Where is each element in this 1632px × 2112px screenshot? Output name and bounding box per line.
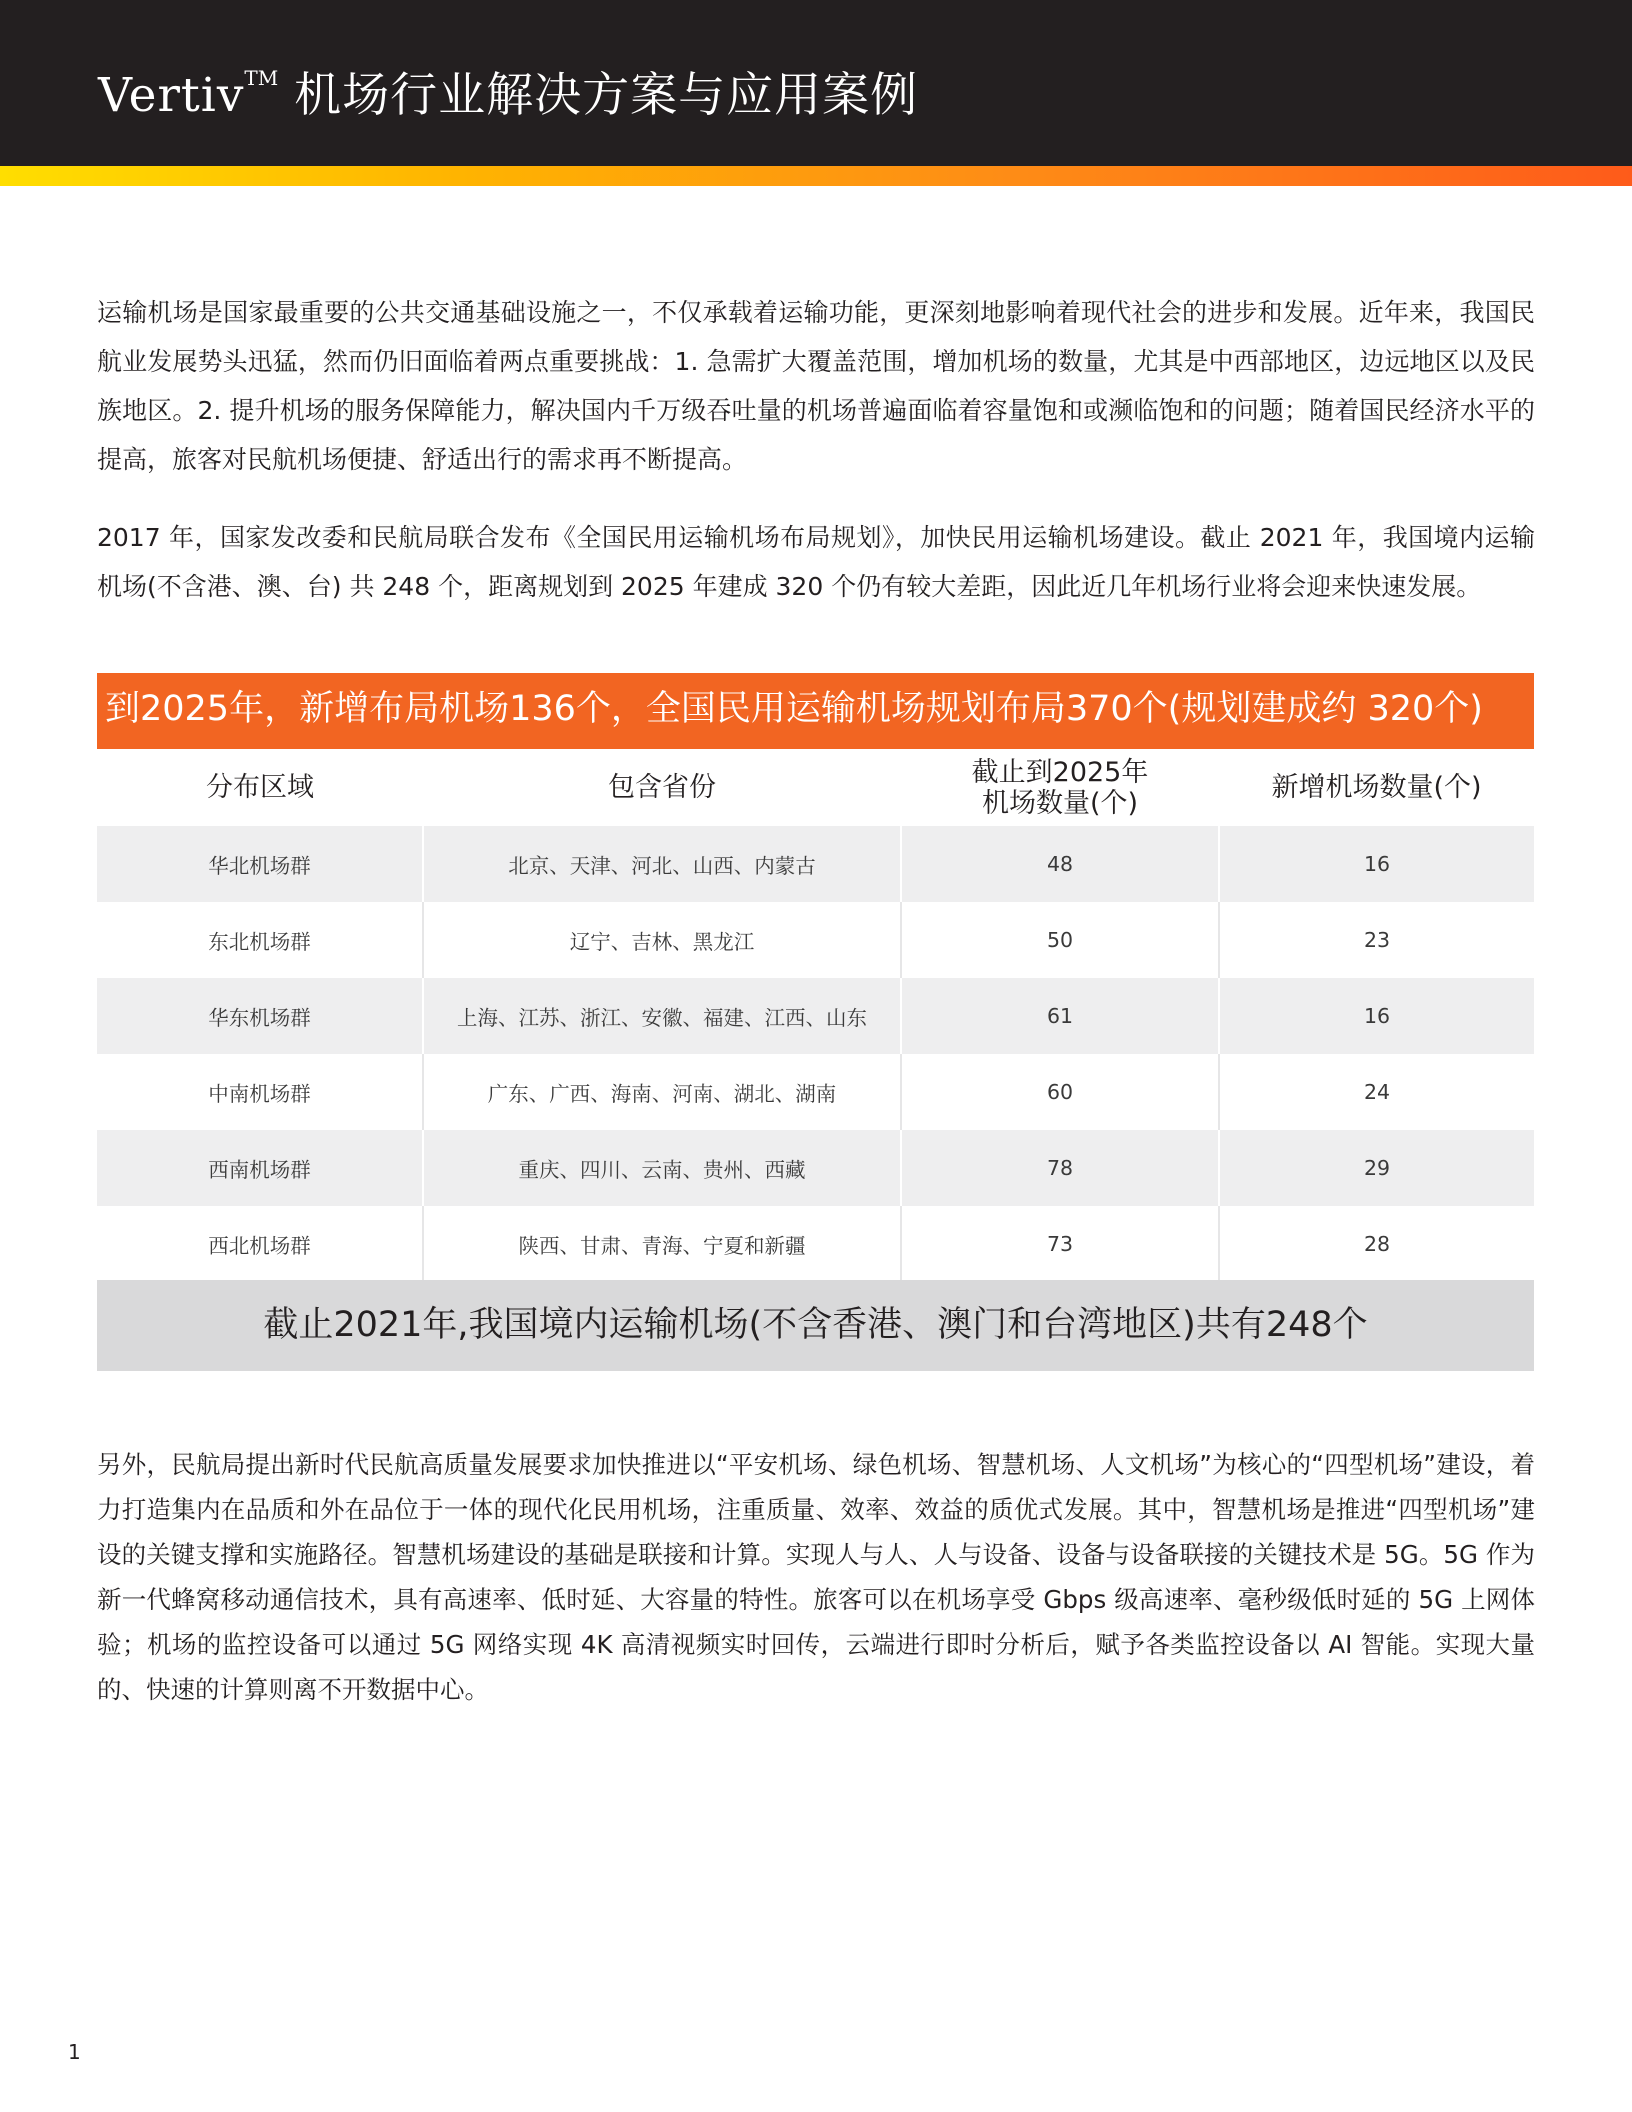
table-row [97,978,1534,1054]
table-cell: 73 [901,1206,1219,1282]
table-cell: 28 [1219,1206,1534,1282]
document-title [98,58,918,125]
page-header [0,0,1632,186]
table-cell: 16 [1219,826,1534,902]
table-row [97,826,1534,902]
table-row [97,1054,1534,1130]
table-cell: 北京、天津、河北、山西、内蒙古 [423,826,901,902]
page-number: 1 [68,2040,81,2064]
table-cell: 29 [1219,1130,1534,1206]
table-cell: 辽宁、吉林、黑龙江 [423,902,901,978]
airport-distribution-table [97,749,1534,1282]
smart-airport-paragraph: 另外，民航局提出新时代民航高质量发展要求加快推进以“平安机场、绿色机场、智慧机场、人文机场”为核心的“四型机场”建设，着力打造集内在品质和外在品位于一体的现代化民用机场，注重质量、效率、效益的质优式发展。其中，智慧机场是推进“四型机场”建设的关键支撑和实施路径。智慧机场建设的基础是联接和计算。实现人与人、人与设备、设备与设备联接的关键技术是 5G。5G 作为新一代蜂窝移动通信技术，具有高速率、低时延、大容量的特性。旅客可以在机场享受 Gbps 级高速率、毫秒级低时延的 5G 上网体验；机场的监控设备可以通过 5G 网络实现 4K 高清视频实时回传，云端进行即时分析后，赋予各类监控设备以 AI 智能。实现大量的、快速的计算则离不开数据中心。 [97,1450,1535,1704]
summary-text: 截止2021年,我国境内运输机场(不含香港、澳门和台湾地区)共有248个 [263,1305,1368,1345]
summary-band [97,1280,1534,1371]
table-cell: 61 [901,978,1219,1054]
table-body [97,826,1534,1282]
table-cell: 中南机场群 [97,1054,423,1130]
table-row [97,1130,1534,1206]
banner-text: 到2025年，新增布局机场136个，全国民用运输机场规划布局370个(规划建成约 320个) [105,689,1483,729]
column-header: 包含省份 [423,749,901,826]
table-cell: 华北机场群 [97,826,423,902]
intro-paragraph: 运输机场是国家最重要的公共交通基础设施之一，不仅承载着运输功能，更深刻地影响着现代社会的进步和发展。近年来，我国民航业发展势头迅猛，然而仍旧面临着两点重要挑战：1. 急需扩大覆盖范围，增加机场的数量，尤其是中西部地区，边远地区以及民族地区。2. 提升机场的服务保障能力，解决国内千万级吞吐量的机场普遍面临着容量饱和或濒临饱和的问题；随着国民经济水平的提高，旅客对民航机场便捷、舒适出行的需求再不断提高。 [97,298,1535,474]
table-cell: 48 [901,826,1219,902]
table-cell: 广东、广西、海南、河南、湖北、湖南 [423,1054,901,1130]
table-cell: 西北机场群 [97,1206,423,1282]
table-cell: 陕西、甘肃、青海、宁夏和新疆 [423,1206,901,1282]
column-header: 分布区域 [97,749,423,826]
trademark-symbol: TM [244,66,279,90]
table-cell: 23 [1219,902,1534,978]
title-brand: Vertiv [98,68,245,123]
column-header: 新增机场数量(个) [1219,749,1534,826]
table-row [97,1206,1534,1282]
table-row [97,902,1534,978]
table-banner [97,673,1534,749]
table-cell: 重庆、四川、云南、贵州、西藏 [423,1130,901,1206]
table-cell: 24 [1219,1054,1534,1130]
table-cell: 60 [901,1054,1219,1130]
column-header: 截止到2025年 机场数量(个) [901,749,1219,826]
table-cell: 东北机场群 [97,902,423,978]
table-cell: 78 [901,1130,1219,1206]
title-rest: 机场行业解决方案与应用案例 [278,68,919,123]
table-cell: 西南机场群 [97,1130,423,1206]
planning-paragraph: 2017 年，国家发改委和民航局联合发布《全国民用运输机场布局规划》，加快民用运输机场建设。截止 2021 年，我国境内运输机场(不含港、澳、台) 共 248 个，距离规划到 2025 年建成 320 个仍有较大差距，因此近几年机场行业将会迎来快速发展。 [97,523,1535,601]
table-cell: 华东机场群 [97,978,423,1054]
header-gradient-bar [0,166,1632,186]
table-cell: 上海、江苏、浙江、安徽、福建、江西、山东 [423,978,901,1054]
table-cell: 50 [901,902,1219,978]
table-header-row [97,749,1534,826]
table-cell: 16 [1219,978,1534,1054]
